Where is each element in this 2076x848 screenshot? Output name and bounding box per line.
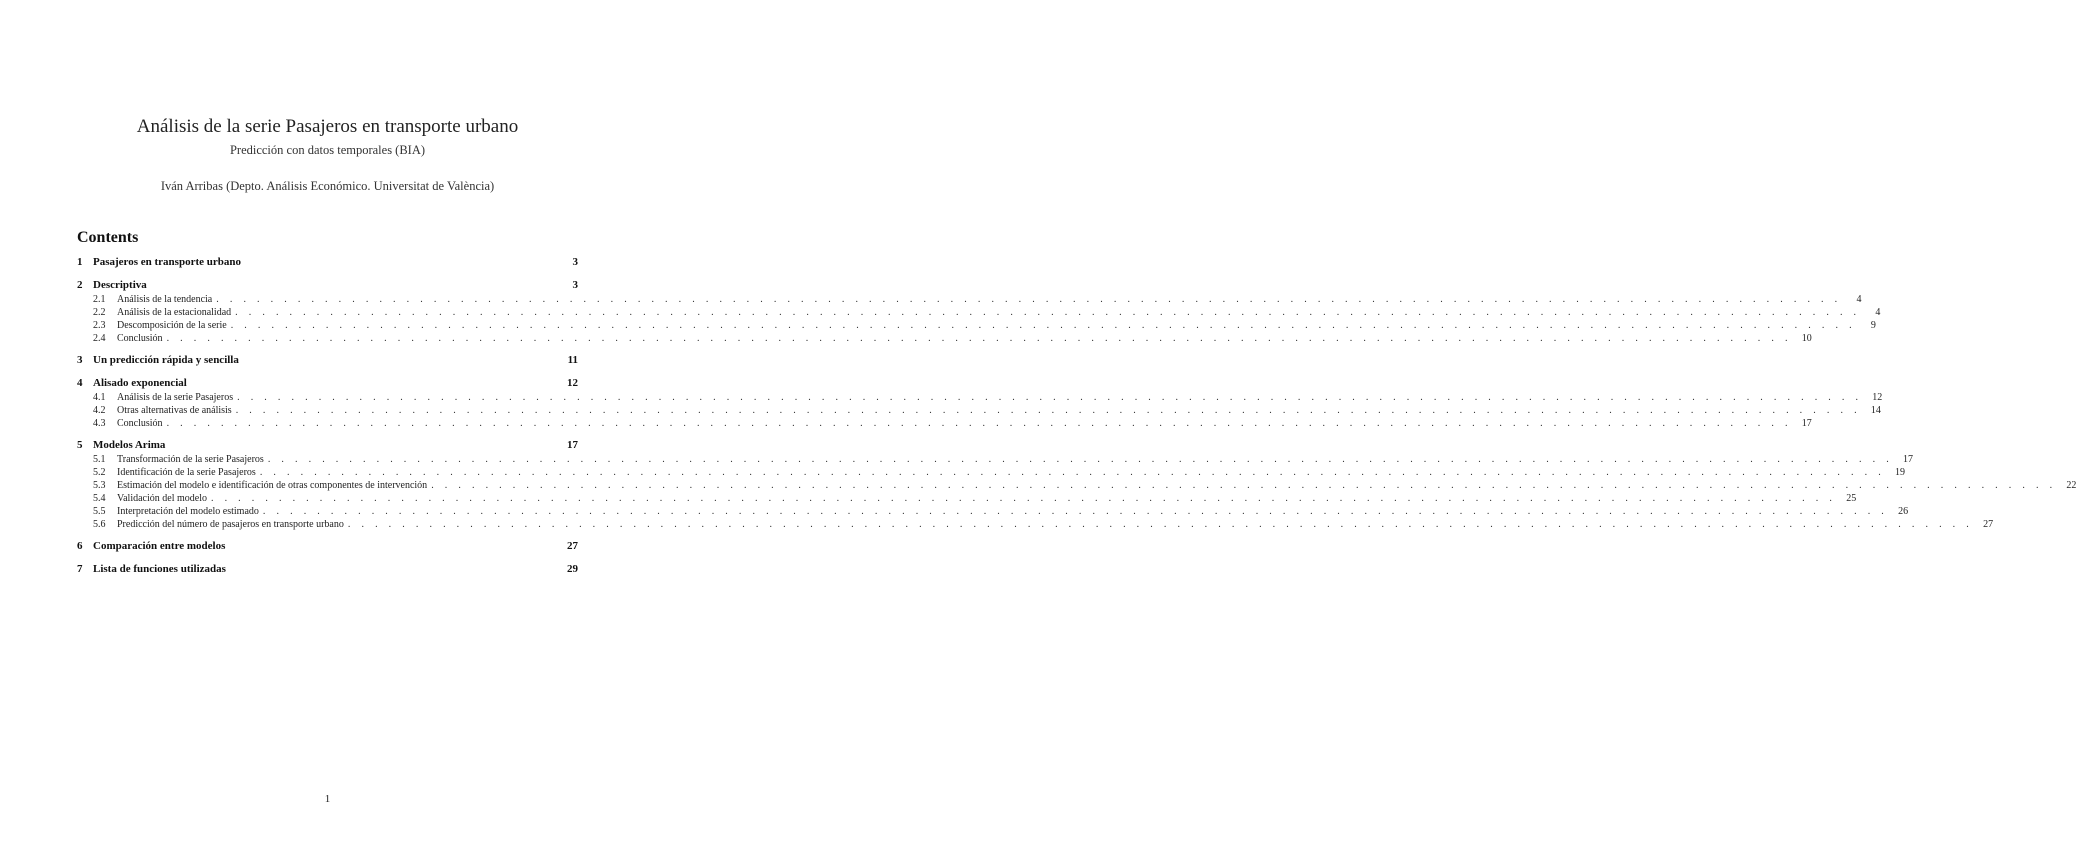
toc-section	[77, 540, 578, 555]
toc-subsection-entry[interactable]	[77, 519, 1994, 532]
toc-section-entry[interactable]	[77, 377, 578, 392]
toc-subsection-page: 17	[1801, 418, 1812, 429]
toc-subsection-title: Análisis de la estacionalidad	[117, 307, 232, 318]
toc-subsection-entry[interactable]	[77, 506, 1909, 519]
toc-subsection-number: 5.5	[93, 506, 106, 517]
toc-subsection-page: 9	[1870, 320, 1876, 331]
document-subtitle: Predicción con datos temporales (BIA)	[229, 143, 426, 157]
toc-section	[77, 279, 1881, 346]
toc-section-page: 11	[567, 354, 578, 366]
toc-subsection-page: 19	[1895, 467, 1906, 478]
toc-dot-leader: . . . . . . . . . . . . . . . . . . . . . . . . . . . . . . . . . . . . . . . . . . . . . . . . . . . . . . . . . . . . . . . . . . . . . . . . . . . . . . . . . . . . . . . . . . . . . . . . . . . . . . . . . . . . . . . . . . . . . . . .	[267, 454, 1894, 465]
toc-section-title: Comparación entre modelos	[93, 540, 226, 552]
toc-subsection-title: Análisis de la tendencia	[117, 294, 213, 305]
toc-section-title: Modelos Arima	[93, 439, 166, 451]
toc-section-title: Descriptiva	[93, 279, 147, 291]
toc-subsection-title: Análisis de la serie Pasajeros	[117, 392, 234, 403]
toc-dot-leader: . . . . . . . . . . . . . . . . . . . . . . . . . . . . . . . . . . . . . . . . . . . . . . . . . . . . . . . . . . . . . . . . . . . . . . . . . . . . . . . . . . . . . . . . . . . . . . . . . . . . . . . . . . . . . . . . . . . . . . . .	[431, 480, 2057, 491]
toc-section-page: 17	[567, 439, 578, 451]
toc-subsection-number: 5.4	[93, 493, 106, 504]
toc-subsection-page: 17	[1903, 454, 1914, 465]
table-of-contents	[77, 256, 2076, 586]
toc-subsection-entry[interactable]	[77, 467, 1906, 480]
toc-section-number: 6	[77, 540, 83, 552]
toc-section-page: 3	[572, 279, 578, 291]
toc-subsection-number: 5.6	[93, 519, 106, 530]
toc-section-page: 3	[572, 256, 578, 268]
toc-subsection-title: Predicción del número de pasajeros en transporte urbano	[117, 519, 344, 530]
toc-section-number: 5	[77, 439, 83, 451]
toc-subsection-entry[interactable]	[77, 392, 1883, 405]
toc-subsection-page: 4	[1875, 307, 1881, 318]
toc-subsection-page: 10	[1801, 333, 1812, 344]
toc-subsection-number: 2.4	[93, 333, 106, 344]
toc-section-entry[interactable]	[77, 354, 578, 369]
toc-section-entry[interactable]	[77, 540, 578, 555]
toc-dot-leader: . . . . . . . . . . . . . . . . . . . . . . . . . . . . . . . . . . . . . . . . . . . . . . . . . . . . . . . . . . . . . . . . . . . . . . . . . . . . . . . . . . . . . . . . . . . . . . . . . . . . . . . . . . . . . . . . . . . . . . . .	[210, 493, 1837, 504]
toc-dot-leader: . . . . . . . . . . . . . . . . . . . . . . . . . . . . . . . . . . . . . . . . . . . . . . . . . . . . . . . . . . . . . . . . . . . . . . . . . . . . . . . . . . . . . . . . . . . . . . . . . . . . . . . . . . . . . . . . . . . . . . . .	[262, 506, 1889, 517]
page-number: 1	[324, 793, 331, 805]
toc-subsection-page: 22	[2066, 480, 2076, 491]
toc-section-number: 4	[77, 377, 83, 389]
toc-dot-leader: . . . . . . . . . . . . . . . . . . . . . . . . . . . . . . . . . . . . . . . . . . . . . . . . . . . . . . . . . . . . . . . . . . . . . . . . . . . . . . . . . . . . . . . . . . . . . . . . . . . . . . . . . . . . . . . . . . . . . . . .	[235, 307, 1861, 318]
toc-section-number: 2	[77, 279, 83, 291]
toc-dot-leader: . . . . . . . . . . . . . . . . . . . . . . . . . . . . . . . . . . . . . . . . . . . . . . . . . . . . . . . . . . . . . . . . . . . . . . . . . . . . . . . . . . . . . . . . . . . . . . . . . . . . . . . . . . . . . . . . . . . . . . . .	[235, 405, 1861, 416]
toc-dot-leader: . . . . . . . . . . . . . . . . . . . . . . . . . . . . . . . . . . . . . . . . . . . . . . . . . . . . . . . . . . . . . . . . . . . . . . . . . . . . . . . . . . . . . . . . . . . . . . . . . . . . . . . . . . . . . . . . . . . . . . . .	[216, 294, 1842, 305]
toc-subsection-page: 27	[1983, 519, 1994, 530]
toc-subsection-number: 4.2	[93, 405, 106, 416]
toc-section-number: 1	[77, 256, 83, 268]
toc-subsection-title: Otras alternativas de análisis	[117, 405, 232, 416]
toc-section	[77, 256, 578, 271]
toc-dot-leader: . . . . . . . . . . . . . . . . . . . . . . . . . . . . . . . . . . . . . . . . . . . . . . . . . . . . . . . . . . . . . . . . . . . . . . . . . . . . . . . . . . . . . . . . . . . . . . . . . . . . . . . . . . . . . . . . . . . . . . . .	[259, 467, 1886, 478]
toc-subsection-page: 4	[1856, 294, 1862, 305]
toc-subsection-title: Validación del modelo	[117, 493, 207, 504]
toc-section-title: Lista de funciones utilizadas	[93, 563, 226, 575]
toc-subsection-entry[interactable]	[77, 418, 1812, 431]
toc-subsection-page: 14	[1870, 405, 1881, 416]
toc-subsection-title: Estimación del modelo e identificación de otras componentes de intervención	[117, 480, 428, 491]
toc-subsection-entry[interactable]	[77, 333, 1812, 346]
toc-section-page: 12	[567, 377, 578, 389]
toc-subsection-title: Conclusión	[117, 333, 163, 344]
toc-section-title: Un predicción rápida y sencilla	[93, 354, 239, 366]
toc-section-entry[interactable]	[77, 563, 578, 578]
toc-dot-leader: . . . . . . . . . . . . . . . . . . . . . . . . . . . . . . . . . . . . . . . . . . . . . . . . . . . . . . . . . . . . . . . . . . . . . . . . . . . . . . . . . . . . . . . . . . . . . . . . . . . . . . . . . . . . . . . . . . . . . . . .	[166, 418, 1792, 429]
toc-subsection-title: Identificación de la serie Pasajeros	[117, 467, 256, 478]
toc-section-title: Pasajeros en transporte urbano	[93, 256, 241, 268]
toc-subsection-title: Descomposición de la serie	[117, 320, 227, 331]
toc-subsection-number: 2.2	[93, 307, 106, 318]
toc-dot-leader: . . . . . . . . . . . . . . . . . . . . . . . . . . . . . . . . . . . . . . . . . . . . . . . . . . . . . . . . . . . . . . . . . . . . . . . . . . . . . . . . . . . . . . . . . . . . . . . . . . . . . . . . . . . . . . . . . . . . . . . .	[166, 333, 1792, 344]
toc-section-page: 27	[567, 540, 578, 552]
toc-subsection-number: 2.1	[93, 294, 106, 305]
toc-subsection-page: 26	[1898, 506, 1909, 517]
toc-dot-leader: . . . . . . . . . . . . . . . . . . . . . . . . . . . . . . . . . . . . . . . . . . . . . . . . . . . . . . . . . . . . . . . . . . . . . . . . . . . . . . . . . . . . . . . . . . . . . . . . . . . . . . . . . . . . . . . . . . . . . . . .	[237, 392, 1863, 403]
toc-subsection-number: 2.3	[93, 320, 106, 331]
toc-subsection-entry[interactable]	[77, 405, 1881, 418]
toc-subsection-entry[interactable]	[77, 294, 1862, 307]
toc-section-entry[interactable]	[77, 256, 578, 271]
document-author: Iván Arribas (Depto. Análisis Económico. Universitat de València)	[160, 179, 495, 193]
toc-dot-leader: . . . . . . . . . . . . . . . . . . . . . . . . . . . . . . . . . . . . . . . . . . . . . . . . . . . . . . . . . . . . . . . . . . . . . . . . . . . . . . . . . . . . . . . . . . . . . . . . . . . . . . . . . . . . . . . . . . . . . . . .	[347, 519, 1974, 530]
toc-section-entry[interactable]	[77, 439, 578, 454]
toc-subsection-entry[interactable]	[77, 480, 2076, 493]
toc-subsection-entry[interactable]	[77, 307, 1881, 320]
toc-section	[77, 377, 1883, 431]
toc-subsection-number: 4.1	[93, 392, 106, 403]
toc-subsection-title: Interpretación del modelo estimado	[117, 506, 259, 517]
toc-section-entry[interactable]	[77, 279, 578, 294]
toc-subsection-page: 12	[1872, 392, 1883, 403]
toc-subsection-title: Conclusión	[117, 418, 163, 429]
toc-subsection-number: 5.1	[93, 454, 106, 465]
document-title: Análisis de la serie Pasajeros en transporte urbano	[136, 116, 519, 137]
toc-section-number: 7	[77, 563, 83, 575]
toc-subsection-title: Transformación de la serie Pasajeros	[117, 454, 264, 465]
toc-section	[77, 354, 578, 369]
toc-section	[77, 439, 2076, 532]
toc-section-number: 3	[77, 354, 83, 366]
toc-section-title: Alisado exponencial	[93, 377, 187, 389]
toc-subsection-entry[interactable]	[77, 493, 1857, 506]
toc-subsection-number: 5.2	[93, 467, 106, 478]
toc-subsection-page: 25	[1846, 493, 1857, 504]
toc-subsection-number: 5.3	[93, 480, 106, 491]
contents-heading: Contents	[77, 229, 139, 246]
toc-subsection-number: 4.3	[93, 418, 106, 429]
toc-subsection-entry[interactable]	[77, 320, 1876, 333]
toc-section	[77, 563, 578, 578]
toc-subsection-entry[interactable]	[77, 454, 1914, 467]
toc-dot-leader: . . . . . . . . . . . . . . . . . . . . . . . . . . . . . . . . . . . . . . . . . . . . . . . . . . . . . . . . . . . . . . . . . . . . . . . . . . . . . . . . . . . . . . . . . . . . . . . . . . . . . . . . . . . . . . . . . . . . . . . .	[230, 320, 1856, 331]
toc-section-page: 29	[567, 563, 578, 575]
